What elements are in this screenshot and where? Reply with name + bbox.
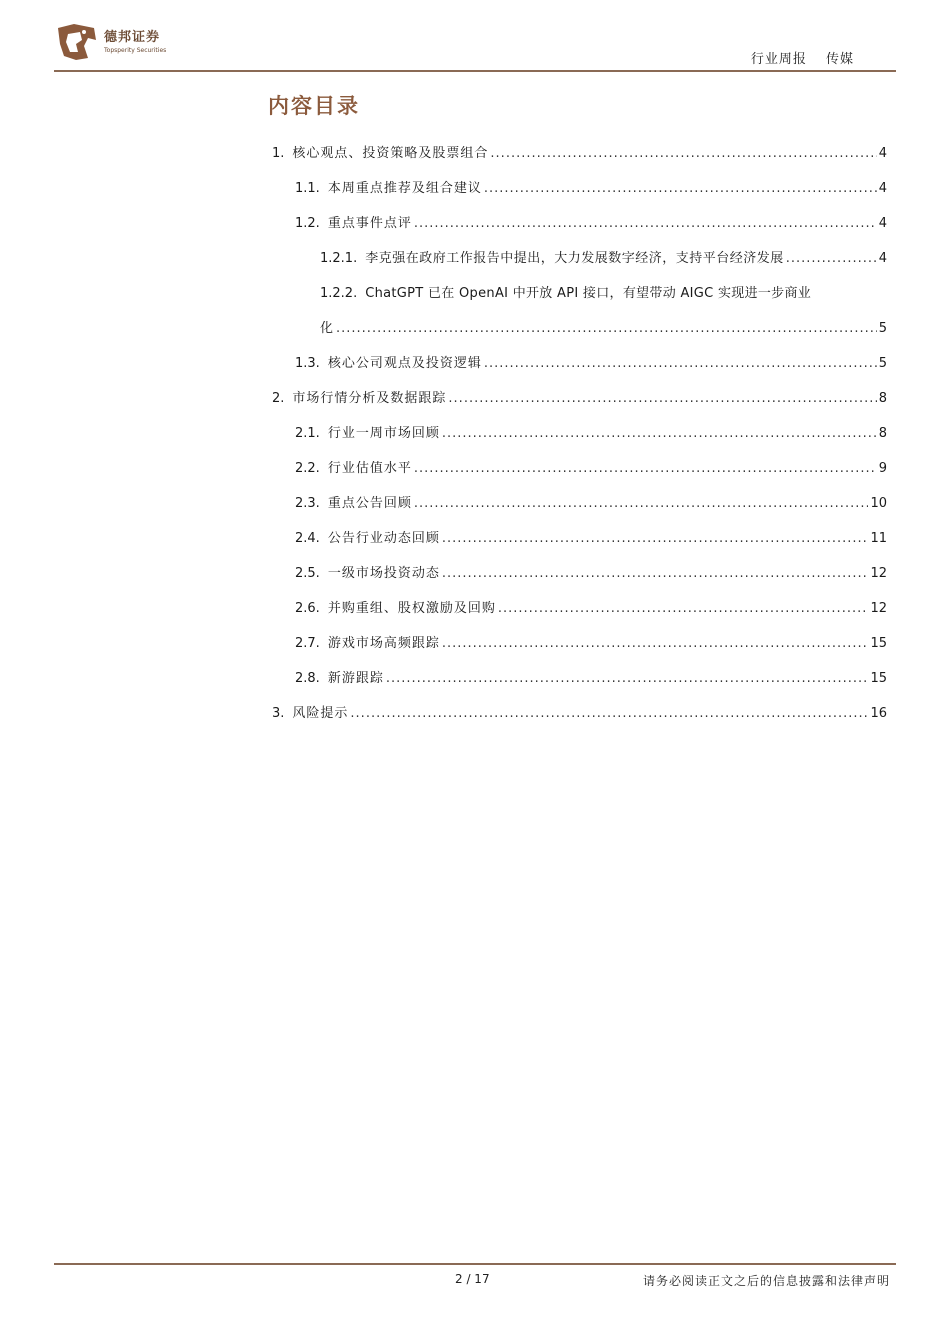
toc-page-number: 5 xyxy=(878,321,887,336)
toc-page-number: 16 xyxy=(870,706,887,721)
toc-number: 1.2. xyxy=(295,216,320,231)
toc-entry-2-7[interactable] xyxy=(295,632,887,654)
toc-page-number: 15 xyxy=(870,671,887,686)
topsperity-logo-icon xyxy=(54,22,98,62)
toc-entry-1-1[interactable] xyxy=(295,177,887,199)
toc-leader-dots xyxy=(414,461,877,476)
toc-entry-title: 一级市场投资动态 xyxy=(327,566,440,581)
toc-entry-title: 行业估值水平 xyxy=(327,461,412,476)
toc-entry-3[interactable] xyxy=(272,702,887,724)
report-sector: 传媒 xyxy=(825,52,854,67)
toc-entry-title: 新游跟踪 xyxy=(327,671,384,686)
logo-english-name: Topsperity Securities xyxy=(104,46,167,54)
toc-entry-2-3[interactable] xyxy=(295,492,887,514)
report-type: 行业周报 xyxy=(750,52,807,67)
toc-entry-title: ChatGPT 已在 OpenAI 中开放 API 接口，有望带动 AIGC 实现进一步商业 xyxy=(365,286,812,301)
toc-entry-title: 核心观点、投资策略及股票组合 xyxy=(292,146,489,161)
toc-entry-title: 李克强在政府工作报告中提出，大力发展数字经济，支持平台经济发展 xyxy=(365,251,784,266)
toc-leader-dots xyxy=(442,636,869,651)
toc-leader-dots xyxy=(484,356,877,371)
toc-page-number: 4 xyxy=(878,181,887,196)
toc-number: 1.2.1. xyxy=(320,251,358,266)
toc-entry-title: 风险提示 xyxy=(292,706,349,721)
toc-leader-dots xyxy=(490,146,876,161)
toc-number: 2.7. xyxy=(295,636,320,651)
toc-entry-title-continued: 化 xyxy=(320,321,335,336)
toc-number: 2.5. xyxy=(295,566,320,581)
toc-title: 内容目录 xyxy=(268,94,360,118)
toc-entry-1-2-2[interactable] xyxy=(320,282,887,304)
toc-number: 2.8. xyxy=(295,671,320,686)
company-logo xyxy=(54,22,166,62)
toc-entry-title: 游戏市场高频跟踪 xyxy=(327,636,440,651)
toc-entry-1-3[interactable] xyxy=(295,352,887,374)
toc-entry-title: 重点事件点评 xyxy=(327,216,412,231)
toc-leader-dots xyxy=(386,671,869,686)
toc-page-number: 8 xyxy=(878,426,887,441)
toc-leader-dots xyxy=(414,216,877,231)
toc-leader-dots xyxy=(786,251,877,266)
toc-leader-dots xyxy=(448,391,876,406)
toc-entry-title: 本周重点推荐及组合建议 xyxy=(327,181,482,196)
toc-number: 1.2.2. xyxy=(320,286,358,301)
toc-number: 1. xyxy=(272,146,285,161)
toc-entry-title: 市场行情分析及数据跟踪 xyxy=(292,391,447,406)
toc-page-number: 5 xyxy=(878,356,887,371)
toc-number: 2.2. xyxy=(295,461,320,476)
toc-entry-2-4[interactable] xyxy=(295,527,887,549)
toc-entry-2-1[interactable] xyxy=(295,422,887,444)
toc-number: 2. xyxy=(272,391,285,406)
toc-page-number: 4 xyxy=(878,146,887,161)
toc-page-number: 11 xyxy=(870,531,887,546)
toc-number: 2.6. xyxy=(295,601,320,616)
toc-entry-title: 并购重组、股权激励及回购 xyxy=(327,601,496,616)
toc-page-number: 10 xyxy=(870,496,887,511)
footer-divider xyxy=(54,1263,896,1265)
toc-leader-dots xyxy=(484,181,877,196)
toc-leader-dots xyxy=(442,426,877,441)
toc-entry-2-5[interactable] xyxy=(295,562,887,584)
page-indicator: 2 / 17 xyxy=(455,1272,490,1286)
toc-leader-dots xyxy=(442,531,869,546)
toc-entry-title: 公告行业动态回顾 xyxy=(327,531,440,546)
toc-number: 2.1. xyxy=(295,426,320,441)
toc-page-number: 15 xyxy=(870,636,887,651)
toc-number: 1.3. xyxy=(295,356,320,371)
toc-leader-dots xyxy=(350,706,868,721)
page-header xyxy=(0,0,950,80)
toc-page-number: 12 xyxy=(870,566,887,581)
toc-page-number: 8 xyxy=(878,391,887,406)
toc-entry-1[interactable] xyxy=(272,142,887,164)
toc-entry-title: 行业一周市场回顾 xyxy=(327,426,440,441)
toc-entry-2-2[interactable] xyxy=(295,457,887,479)
toc-number: 2.3. xyxy=(295,496,320,511)
toc-entry-title: 重点公告回顾 xyxy=(327,496,412,511)
logo-chinese-name: 德邦证券 xyxy=(104,29,161,45)
toc-leader-dots xyxy=(442,566,869,581)
toc-leader-dots xyxy=(336,321,877,336)
toc-entry-2-8[interactable] xyxy=(295,667,887,689)
toc-entry-2-6[interactable] xyxy=(295,597,887,619)
toc-entry-1-2-2-continued[interactable] xyxy=(320,317,887,339)
toc-page-number: 9 xyxy=(878,461,887,476)
toc-number: 2.4. xyxy=(295,531,320,546)
toc-page-number: 4 xyxy=(878,251,887,266)
toc-leader-dots xyxy=(414,496,869,511)
legal-disclaimer: 请务必阅读正文之后的信息披露和法律声明 xyxy=(642,1274,890,1288)
toc-entry-title: 核心公司观点及投资逻辑 xyxy=(327,356,482,371)
toc-entry-1-2-1[interactable] xyxy=(320,247,887,269)
toc-number: 1.1. xyxy=(295,181,320,196)
header-divider xyxy=(54,70,896,72)
toc-page-number: 4 xyxy=(878,216,887,231)
toc-entry-2[interactable] xyxy=(272,387,887,409)
toc-entry-1-2[interactable] xyxy=(295,212,887,234)
toc-page-number: 12 xyxy=(870,601,887,616)
toc-number: 3. xyxy=(272,706,285,721)
toc-leader-dots xyxy=(498,601,869,616)
report-category xyxy=(751,48,854,67)
